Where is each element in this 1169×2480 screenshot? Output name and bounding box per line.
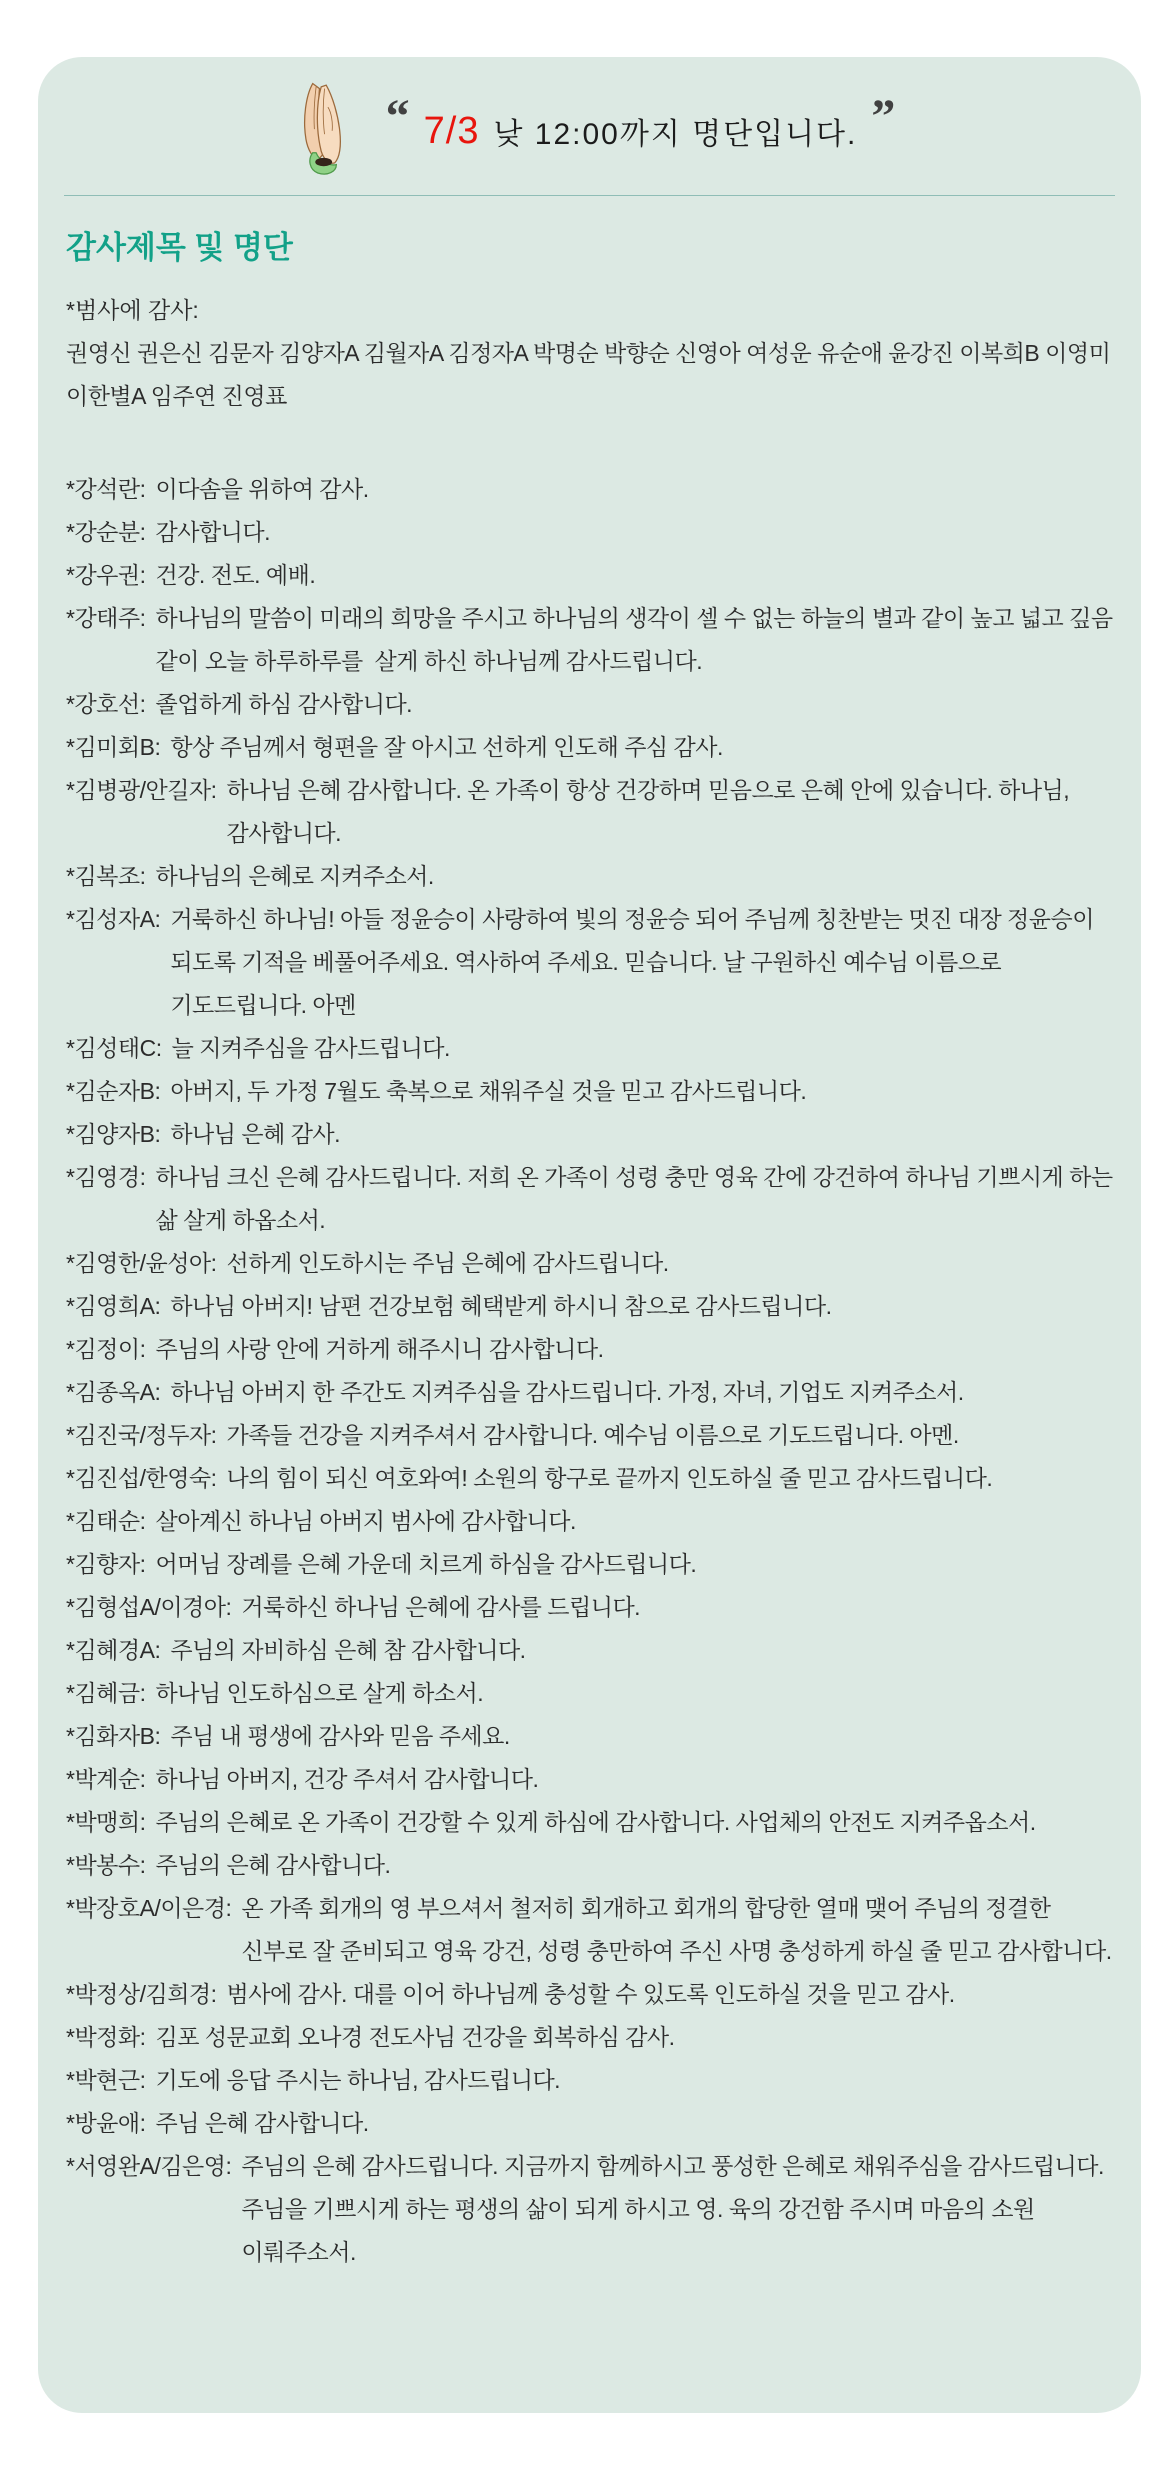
entry-text: 거룩하신 하나님 은혜에 감사를 드립니다. xyxy=(241,1594,641,1620)
entry-row xyxy=(66,1887,1113,1973)
entry-name: *김혜경A: xyxy=(66,1637,161,1663)
entry-name: *서영완A/김은영: xyxy=(66,2153,232,2179)
entry-row xyxy=(66,597,1119,683)
entry-row xyxy=(66,1027,1113,1070)
entry-row xyxy=(66,1715,1113,1758)
entry-text: 아버지, 두 가정 7월도 축복으로 채워주실 것을 믿고 감사드립니다. xyxy=(170,1078,807,1104)
entry-row xyxy=(66,855,1113,898)
entry-text: 주님 내 평생에 감사와 믿음 주세요. xyxy=(170,1723,510,1749)
entry-text: 하나님 은혜 감사합니다. 온 가족이 항상 건강하며 믿음으로 은혜 안에 있습니다. 하나님, 감사합니다. xyxy=(226,777,1076,846)
entry-row xyxy=(66,468,1113,511)
entry-name: *김복조: xyxy=(66,863,146,889)
entry-row xyxy=(66,1457,1113,1500)
entry-name: *김병광/안길자: xyxy=(66,777,217,803)
entry-text: 늘 지켜주심을 감사드립니다. xyxy=(171,1035,450,1061)
entry-name: *김화자B: xyxy=(66,1723,161,1749)
entry-text: 범사에 감사. 대를 이어 하나님께 충성할 수 있도록 인도하실 것을 믿고 감사. xyxy=(226,1981,955,2007)
entry-list xyxy=(66,468,1119,2274)
entry-text: 감사합니다. xyxy=(155,519,270,545)
body xyxy=(38,196,1141,2274)
entry-row xyxy=(66,898,1113,1027)
entry-row xyxy=(66,1285,1113,1328)
entry-text: 선하게 인도하시는 주님 은혜에 감사드립니다. xyxy=(226,1250,669,1276)
entry-name: *김영한/윤성아: xyxy=(66,1250,217,1276)
entry-name: *김형섭A/이경아: xyxy=(66,1594,232,1620)
entry-text: 하나님의 말씀이 미래의 희망을 주시고 하나님의 생각이 셀 수 없는 하늘의 별과 같이 높고 넓고 깊음 같이 오늘 하루하루를 살게 하신 하나님께 감사드립니다. xyxy=(155,605,1119,674)
entry-text: 하나님 아버지! 남편 건강보험 혜택받게 하시니 참으로 감사드립니다. xyxy=(170,1293,832,1319)
entry-text: 기도에 응답 주시는 하나님, 감사드립니다. xyxy=(155,2067,561,2093)
entry-text: 주님 은혜 감사합니다. xyxy=(155,2110,369,2136)
deadline-quote xyxy=(385,90,896,155)
entry-row xyxy=(66,1328,1113,1371)
entry-text: 하나님의 은혜로 지켜주소서. xyxy=(155,863,434,889)
bumsa-label: *범사에 감사: xyxy=(66,297,199,323)
entry-row xyxy=(66,1070,1113,1113)
entry-text: 하나님 크신 은혜 감사드립니다. 저희 온 가족이 성령 충만 영육 간에 강건하여 하나님 기쁘시게 하는 삶 살게 하옵소서. xyxy=(155,1164,1119,1233)
close-quote-mark: ” xyxy=(871,90,896,143)
entry-name: *김진섭/한영숙: xyxy=(66,1465,217,1491)
entry-name: *박현근: xyxy=(66,2067,146,2093)
entry-name: *김향자: xyxy=(66,1551,146,1577)
deadline-message: 낮 12:00까지 명단입니다. xyxy=(493,118,858,151)
entry-name: *강순분: xyxy=(66,519,146,545)
open-quote-mark: “ xyxy=(385,90,410,143)
entry-name: *김정이: xyxy=(66,1336,146,1362)
bumsa-names: 권영신 권은신 김문자 김양자A 김월자A 김정자A 박명순 박향순 신영아 여성운 유순애 윤강진 이복희B 이영미 이한별A 임주연 진영표 xyxy=(66,340,1111,409)
entry-text: 하나님 인도하심으로 살게 하소서. xyxy=(155,1680,484,1706)
entry-text: 하나님 아버지 한 주간도 지켜주심을 감사드립니다. 가정, 자녀, 기업도 지켜주소서. xyxy=(170,1379,964,1405)
entry-row xyxy=(66,1414,1113,1457)
entry-row xyxy=(66,2059,1113,2102)
entry-row xyxy=(66,1242,1113,1285)
entry-row xyxy=(66,1629,1113,1672)
entry-row xyxy=(66,511,1113,554)
entry-row xyxy=(66,1801,1113,1844)
entry-name: *김순자B: xyxy=(66,1078,161,1104)
entry-text: 살아계신 하나님 아버지 범사에 감사합니다. xyxy=(155,1508,576,1534)
header xyxy=(38,57,1141,195)
entry-name: *박계순: xyxy=(66,1766,146,1792)
entry-name: *김양자B: xyxy=(66,1121,161,1147)
entry-text: 김포 성문교회 오나경 전도사님 건강을 회복하심 감사. xyxy=(155,2024,675,2050)
entry-row xyxy=(66,2102,1113,2145)
entry-name: *김미회B: xyxy=(66,734,161,760)
entry-text: 하나님 은혜 감사. xyxy=(170,1121,341,1147)
entry-name: *박봉수: xyxy=(66,1852,146,1878)
praying-hands-icon xyxy=(284,78,360,181)
entry-name: *김진국/정두자: xyxy=(66,1422,217,1448)
entry-name: *김태순: xyxy=(66,1508,146,1534)
entry-row xyxy=(66,726,1113,769)
entry-name: *강우권: xyxy=(66,562,146,588)
entry-name: *강호선: xyxy=(66,691,146,717)
entry-text: 항상 주님께서 형편을 잘 아시고 선하게 인도해 주심 감사. xyxy=(170,734,723,760)
entry-name: *박장호A/이은경: xyxy=(66,1895,232,1921)
notice-card xyxy=(38,57,1141,2413)
entry-row xyxy=(66,1371,1113,1414)
entry-row xyxy=(66,1156,1119,1242)
entry-row xyxy=(66,1672,1113,1715)
entry-text: 하나님 아버지, 건강 주셔서 감사합니다. xyxy=(155,1766,539,1792)
entry-text: 이다솜을 위하여 감사. xyxy=(155,476,369,502)
entry-name: *김혜금: xyxy=(66,1680,146,1706)
entry-row xyxy=(66,554,1113,597)
entry-name: *김영경: xyxy=(66,1164,146,1190)
entry-row xyxy=(66,769,1113,855)
entry-text: 주님의 은혜 감사합니다. xyxy=(155,1852,391,1878)
entry-text: 나의 힘이 되신 여호와여! 소원의 항구로 끝까지 인도하실 줄 믿고 감사드립니다. xyxy=(226,1465,993,1491)
entry-name: *강태주: xyxy=(66,605,146,631)
entry-row xyxy=(66,1844,1113,1887)
entry-name: *박정상/김희경: xyxy=(66,1981,217,2007)
section-title: 감사제목 및 명단 xyxy=(66,230,293,265)
entry-text: 주님의 은혜로 온 가족이 건강할 수 있게 하심에 감사합니다. 사업체의 안전도 지켜주옵소서. xyxy=(155,1809,1036,1835)
entry-name: *박정화: xyxy=(66,2024,146,2050)
entry-row xyxy=(66,2145,1113,2274)
entry-text: 온 가족 회개의 영 부으셔서 철저히 회개하고 회개의 합당한 열매 맺어 주님의 정결한 신부로 잘 준비되고 영육 강건, 성령 충만하여 주신 사명 충성하게 하실 줄 믿고 감사합니다. xyxy=(241,1895,1112,1964)
entry-row xyxy=(66,1500,1113,1543)
entry-text: 주님의 은혜 감사드립니다. 지금까지 함께하시고 풍성한 은혜로 채워주심을 감사드립니다. 주님을 기쁘시게 하는 평생의 삶이 되게 하시고 영. 육의 강건함 주시며 마음의 소원 이뤄주소서. xyxy=(241,2153,1110,2265)
entry-row xyxy=(66,1586,1113,1629)
entry-name: *박맹희: xyxy=(66,1809,146,1835)
entry-row xyxy=(66,1758,1113,1801)
entry-text: 주님의 자비하심 은혜 참 감사합니다. xyxy=(170,1637,526,1663)
entry-row xyxy=(66,2016,1113,2059)
entry-name: *강석란: xyxy=(66,476,146,502)
entry-text: 어머님 장례를 은혜 가운데 치르게 하심을 감사드립니다. xyxy=(155,1551,697,1577)
entry-text: 거룩하신 하나님! 아들 정윤승이 사랑하여 빛의 정윤승 되어 주님께 칭찬받는 멋진 대장 정윤승이 되도록 기적을 베풀어주세요. 역사하여 주세요. 믿습니다. 날 구원하신 예수님 이름으로 기도드립니다. 아멘 xyxy=(170,906,1100,1018)
entry-row xyxy=(66,1113,1113,1156)
entry-name: *김성자A: xyxy=(66,906,161,932)
entry-row xyxy=(66,1973,1113,2016)
entry-text: 주님의 사랑 안에 거하게 해주시니 감사합니다. xyxy=(155,1336,604,1362)
entry-row xyxy=(66,683,1113,726)
entry-name: *김성태C: xyxy=(66,1035,162,1061)
entry-text: 건강. 전도. 예배. xyxy=(155,562,316,588)
entry-name: *방윤애: xyxy=(66,2110,146,2136)
entry-row xyxy=(66,1543,1113,1586)
entry-text: 가족들 건강을 지켜주셔서 감사합니다. 예수님 이름으로 기도드립니다. 아멘. xyxy=(226,1422,959,1448)
entry-text: 졸업하게 하심 감사합니다. xyxy=(155,691,413,717)
entry-name: *김영희A: xyxy=(66,1293,161,1319)
deadline-date: 7/3 xyxy=(423,109,480,152)
entry-name: *김종옥A: xyxy=(66,1379,161,1405)
